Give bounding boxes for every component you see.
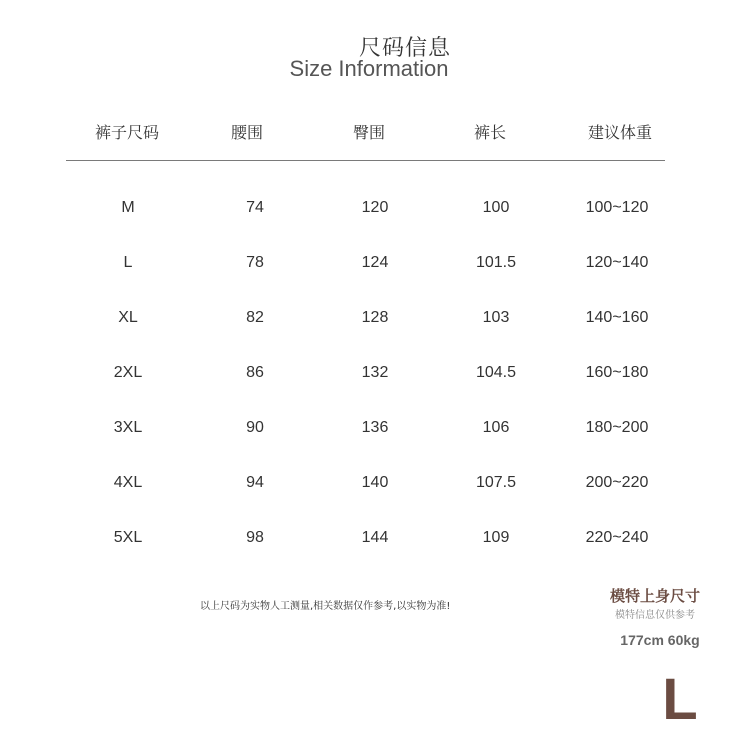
cell-size: 3XL [113, 419, 143, 436]
cell-length: 109 [482, 529, 510, 546]
model-info-subtitle: 模特信息仅供参考 [615, 610, 695, 621]
cell-weight: 180~200 [585, 419, 649, 436]
header-weight: 建议体重 [587, 123, 652, 142]
cell-length: 107.5 [475, 474, 517, 491]
table-row [0, 529, 750, 553]
cell-size: L [123, 254, 133, 271]
cell-hip: 124 [361, 254, 389, 271]
cell-waist: 90 [246, 419, 264, 436]
page-title-zh: 尺码信息 [358, 36, 451, 61]
cell-hip: 136 [361, 419, 389, 436]
cell-waist: 74 [246, 199, 264, 216]
cell-waist: 86 [246, 364, 264, 381]
cell-waist: 98 [246, 529, 264, 546]
cell-weight: 100~120 [585, 199, 649, 216]
cell-hip: 144 [361, 529, 389, 546]
cell-length: 104.5 [475, 364, 517, 381]
cell-weight: 140~160 [585, 309, 649, 326]
table-row [0, 254, 750, 278]
measurement-note: 以上尺码为实物人工测量,相关数据仅作参考,以实物为准! [200, 601, 451, 612]
cell-hip: 120 [361, 199, 389, 216]
cell-size: 4XL [113, 474, 143, 491]
cell-length: 100 [482, 199, 510, 216]
cell-waist: 82 [246, 309, 264, 326]
table-divider [66, 160, 665, 161]
cell-hip: 132 [361, 364, 389, 381]
table-row [0, 364, 750, 388]
cell-hip: 128 [361, 309, 389, 326]
cell-hip: 140 [361, 474, 389, 491]
header-waist: 腰围 [230, 123, 263, 142]
header-hip: 臀围 [352, 123, 385, 142]
cell-weight: 220~240 [585, 529, 649, 546]
header-size: 裤子尺码 [94, 123, 159, 142]
table-row [0, 309, 750, 333]
table-row [0, 419, 750, 443]
cell-size: M [121, 199, 135, 216]
cell-length: 106 [482, 419, 510, 436]
header-length: 裤长 [473, 123, 506, 142]
cell-waist: 94 [246, 474, 264, 491]
table-header [0, 120, 750, 144]
cell-weight: 200~220 [585, 474, 649, 491]
model-stats: 177cm 60kg [620, 632, 700, 648]
cell-size: 5XL [113, 529, 143, 546]
table-row [0, 474, 750, 498]
page-title-en: Size Information [289, 56, 449, 81]
cell-waist: 78 [246, 254, 264, 271]
cell-weight: 120~140 [585, 254, 649, 271]
cell-size: XL [118, 309, 138, 326]
cell-weight: 160~180 [585, 364, 649, 381]
cell-length: 101.5 [475, 254, 517, 271]
cell-size: 2XL [113, 364, 143, 381]
table-row [0, 199, 750, 223]
model-info-title: 模特上身尺寸 [609, 587, 700, 605]
model-size-letter: L [662, 667, 698, 732]
cell-length: 103 [482, 309, 510, 326]
